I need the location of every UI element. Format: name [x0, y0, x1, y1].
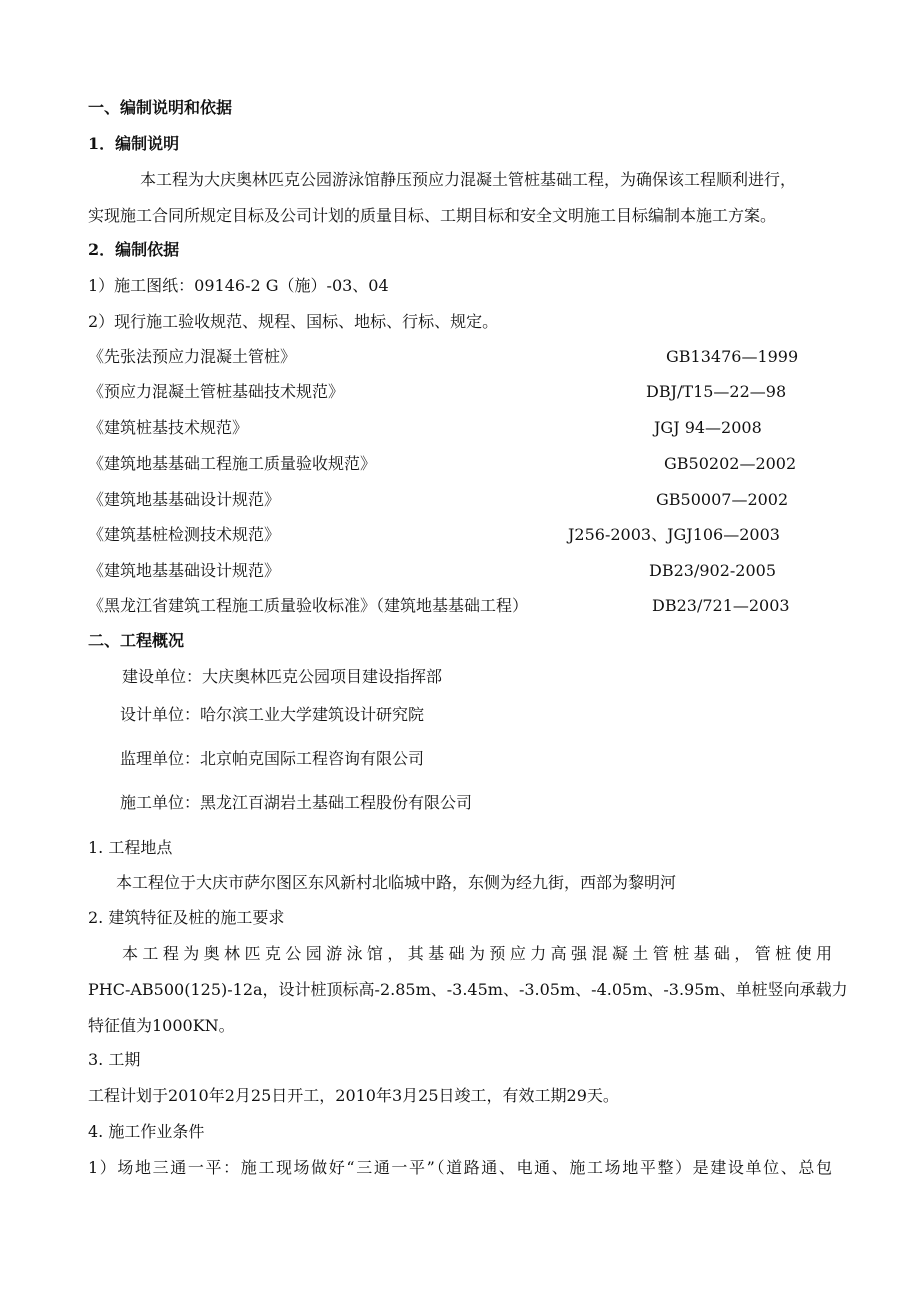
paragraph-line: 本工程位于大庆市萨尔图区东风新村北临城中路，东侧为经九街，西部为黎明河 [116, 873, 677, 892]
standard-code: GB50202—2002 [664, 454, 797, 473]
paragraph-line: 本工程为奥林匹克公园游泳馆，其基础为预应力高强混凝土管桩基础，管桩使用 [122, 944, 832, 963]
section-heading-2: 二、工程概况 [88, 631, 185, 650]
standard-name: 《建筑地基基础设计规范》 [88, 490, 281, 509]
standard-name: 《黑龙江省建筑工程施工质量验收标准》（建筑地基基础工程） [88, 596, 529, 615]
standard-name: 《先张法预应力混凝土管桩》 [88, 347, 297, 366]
standard-code: DB23/721—2003 [652, 596, 790, 615]
paragraph-line: 特征值为1000KN。 [88, 1016, 235, 1035]
list-item: 1）场地三通一平：施工现场做好“三通一平”（道路通、电通、施工场地平整）是建设单位、总包 [88, 1158, 832, 1177]
standard-code: DBJ/T15—22—98 [646, 382, 787, 401]
standard-name: 《建筑桩基技术规范》 [88, 418, 249, 437]
subsection-heading-2-1: 1. 工程地点 [88, 838, 173, 857]
paragraph-line: 工程计划于2010年2月25日开工，2010年3月25日竣工，有效工期29天。 [88, 1086, 619, 1105]
unit-line: 建设单位：大庆奥林匹克公园项目建设指挥部 [122, 667, 443, 686]
standard-name: 《建筑基桩检测技术规范》 [88, 525, 281, 544]
subsection-heading-1-1: 1．编制说明 [88, 134, 180, 153]
standard-code: GB50007—2002 [656, 490, 789, 509]
unit-line: 施工单位：黑龙江百湖岩土基础工程股份有限公司 [120, 793, 473, 812]
paragraph-line: 实现施工合同所规定目标及公司计划的质量目标、工期目标和安全文明施工目标编制本施工方案。 [88, 206, 777, 225]
subsection-heading-1-2: 2．编制依据 [88, 240, 180, 259]
standard-code: DB23/902-2005 [649, 561, 776, 580]
paragraph-line: PHC-AB500(125)-12a，设计桩顶标高-2.85m、-3.45m、-3.05m、-4.05m、-3.95m、单桩竖向承载力 [88, 980, 848, 999]
standard-name: 《建筑地基基础工程施工质量验收规范》 [88, 454, 377, 473]
standard-name: 《预应力混凝土管桩基础技术规范》 [88, 382, 345, 401]
standard-name: 《建筑地基基础设计规范》 [88, 561, 281, 580]
list-item: 2）现行施工验收规范、规程、国标、地标、行标、规定。 [88, 312, 499, 331]
standard-code: J256-2003、JGJ106—2003 [568, 525, 780, 544]
paragraph-line: 本工程为大庆奥林匹克公园游泳馆静压预应力混凝土管桩基础工程，为确保该工程顺利进行， [140, 170, 797, 189]
list-item: 1）施工图纸：09146-2 G（施）-03、04 [88, 276, 389, 295]
section-heading-1: 一、编制说明和依据 [88, 98, 233, 117]
subsection-heading-2-4: 4. 施工作业条件 [88, 1122, 205, 1141]
unit-line: 设计单位：哈尔滨工业大学建筑设计研究院 [120, 705, 425, 724]
subsection-heading-2-2: 2. 建筑特征及桩的施工要求 [88, 908, 285, 927]
standard-code: JGJ 94—2008 [654, 418, 762, 437]
unit-line: 监理单位：北京帕克国际工程咨询有限公司 [120, 749, 425, 768]
subsection-heading-2-3: 3. 工期 [88, 1050, 141, 1069]
standard-code: GB13476—1999 [666, 347, 799, 366]
